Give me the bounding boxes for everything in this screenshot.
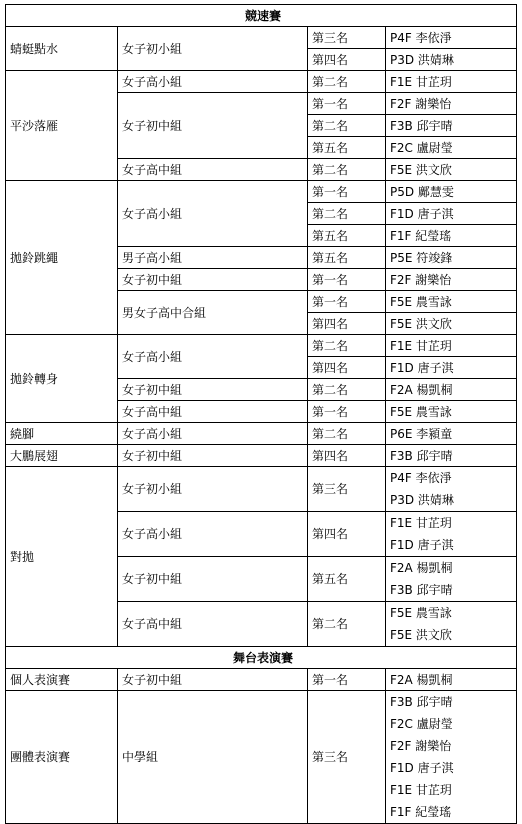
student: F2C 盧尉瑩: [390, 717, 453, 731]
student: F1E 甘芷玥: [390, 783, 452, 797]
rank: 第五名: [308, 247, 386, 269]
rank: 第四名: [308, 512, 386, 557]
table-row: [6, 181, 517, 203]
group-name: 女子高中組: [118, 159, 308, 181]
group-name: 男子高小組: [118, 247, 308, 269]
rank: 第五名: [308, 137, 386, 159]
results-table: [5, 4, 517, 824]
group-name: 女子初中組: [118, 269, 308, 291]
student: P4F 李依淨: [390, 471, 452, 485]
table-row: [6, 445, 517, 467]
group-name: 中學組: [118, 691, 308, 824]
group-name: 女子初小組: [118, 467, 308, 512]
rank: 第一名: [308, 93, 386, 115]
group-name: 女子初中組: [118, 557, 308, 602]
section-title: 競速賽: [6, 5, 517, 27]
group-name: 女子高小組: [118, 335, 308, 379]
student: P5D 鄺慧雯: [386, 181, 517, 203]
student: P3D 洪婧琳: [390, 493, 454, 507]
section-header-row: [6, 5, 517, 27]
student: F3B 邱宇晴: [390, 695, 453, 709]
event-name: 個人表演賽: [6, 669, 118, 691]
rank: 第二名: [308, 71, 386, 93]
event-name: 大鵬展翅: [6, 445, 118, 467]
group-name: 女子高小組: [118, 512, 308, 557]
rank: 第四名: [308, 357, 386, 379]
student: F2F 謝樂怡: [390, 739, 452, 753]
table-row: [6, 691, 517, 824]
group-name: 女子高中組: [118, 401, 308, 423]
event-name: 蜻蜓點水: [6, 27, 118, 71]
event-name: 對拋: [6, 467, 118, 647]
student: P3D 洪婧琳: [386, 49, 517, 71]
rank: 第三名: [308, 691, 386, 824]
table-row: [6, 27, 517, 49]
rank: 第五名: [308, 225, 386, 247]
rank: 第五名: [308, 557, 386, 602]
group-name: 男女子高中合組: [118, 291, 308, 335]
student-list: [386, 557, 517, 602]
student: F2F 謝樂怡: [386, 93, 517, 115]
group-name: 女子初中組: [118, 93, 308, 159]
rank: 第二名: [308, 159, 386, 181]
group-name: 女子高中組: [118, 602, 308, 647]
group-name: 女子高小組: [118, 181, 308, 247]
student: F3B 邱宇晴: [390, 583, 453, 597]
rank: 第二名: [308, 115, 386, 137]
student-list: [386, 512, 517, 557]
table-row: [6, 669, 517, 691]
student: F1E 甘芷玥: [386, 71, 517, 93]
student: F2A 楊凱桐: [386, 669, 517, 691]
table-row: [6, 71, 517, 93]
student: F1D 唐子淇: [386, 357, 517, 379]
student: P6E 李潁童: [386, 423, 517, 445]
group-name: 女子初中組: [118, 445, 308, 467]
student: F1D 唐子淇: [390, 761, 454, 775]
student: F1D 唐子淇: [386, 203, 517, 225]
rank: 第二名: [308, 335, 386, 357]
table-row: [6, 467, 517, 512]
student: F5E 農雪詠: [390, 606, 452, 620]
student: F2C 盧尉瑩: [386, 137, 517, 159]
event-name: 繞腳: [6, 423, 118, 445]
student: F5E 農雪詠: [386, 291, 517, 313]
results-document: [5, 4, 517, 824]
section-title: 舞台表演賽: [6, 647, 517, 669]
student: F2A 楊凱桐: [390, 561, 453, 575]
group-name: 女子初中組: [118, 669, 308, 691]
group-name: 女子初小組: [118, 27, 308, 71]
section-header-row: [6, 647, 517, 669]
student-list: [386, 602, 517, 647]
table-row: [6, 335, 517, 357]
rank: 第二名: [308, 203, 386, 225]
event-name: 團體表演賽: [6, 691, 118, 824]
student-list: [386, 691, 517, 824]
rank: 第一名: [308, 401, 386, 423]
rank: 第二名: [308, 602, 386, 647]
student: F2F 謝樂怡: [386, 269, 517, 291]
student: F1E 甘芷玥: [386, 335, 517, 357]
student: F1E 甘芷玥: [390, 516, 452, 530]
student: F5E 洪文欣: [390, 628, 452, 642]
event-name: 拋鈴轉身: [6, 335, 118, 423]
group-name: 女子高小組: [118, 423, 308, 445]
rank: 第二名: [308, 423, 386, 445]
rank: 第一名: [308, 269, 386, 291]
table-row: [6, 423, 517, 445]
student: F5E 洪文欣: [386, 313, 517, 335]
rank: 第一名: [308, 181, 386, 203]
rank: 第四名: [308, 49, 386, 71]
rank: 第二名: [308, 379, 386, 401]
rank: 第一名: [308, 669, 386, 691]
event-name: 拋鈴跳繩: [6, 181, 118, 335]
student: F3B 邱宇晴: [386, 445, 517, 467]
student: F1F 紀瑩瑤: [390, 805, 452, 819]
student: P5E 符竣鋒: [386, 247, 517, 269]
event-name: 平沙落雁: [6, 71, 118, 181]
rank: 第一名: [308, 291, 386, 313]
rank: 第四名: [308, 313, 386, 335]
student: F3B 邱宇晴: [386, 115, 517, 137]
rank: 第三名: [308, 467, 386, 512]
student: F2A 楊凱桐: [386, 379, 517, 401]
student: F1D 唐子淇: [390, 538, 454, 552]
student: F1F 紀瑩瑤: [386, 225, 517, 247]
student: F5E 農雪詠: [386, 401, 517, 423]
student: P4F 李依淨: [386, 27, 517, 49]
group-name: 女子初中組: [118, 379, 308, 401]
student-list: [386, 467, 517, 512]
student: F5E 洪文欣: [386, 159, 517, 181]
rank: 第三名: [308, 27, 386, 49]
rank: 第四名: [308, 445, 386, 467]
group-name: 女子高小組: [118, 71, 308, 93]
